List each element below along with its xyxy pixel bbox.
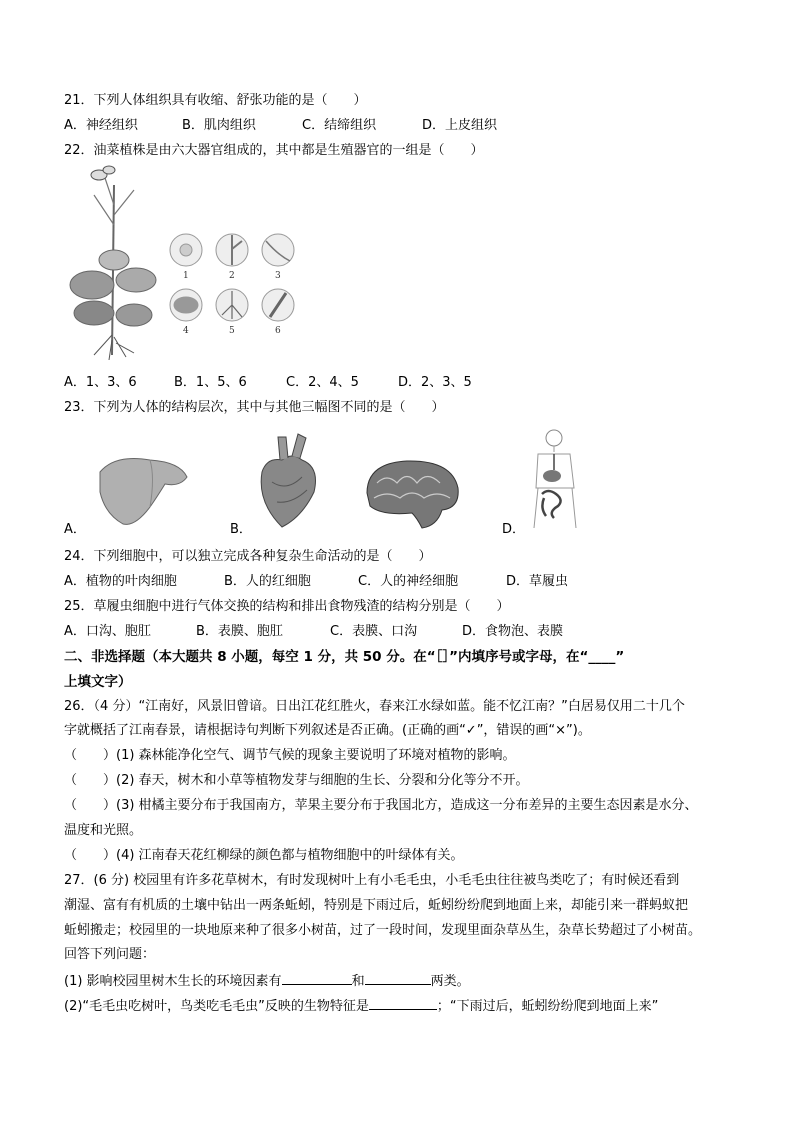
liver-image [95, 452, 190, 532]
q25-option-d: D．食物泡、表膜 [462, 624, 564, 639]
heart-image [252, 432, 322, 532]
q23-label-a: A． [64, 522, 86, 537]
organ-number-5: 5 [229, 326, 235, 336]
q26-intro-line1: 26．（4 分）“江南好，风景旧曾谙。日出江花红胜火，春来江水绿如蓝。能不忆江南？”白居易仅用二十几个 [64, 699, 685, 714]
brain-image [362, 458, 462, 530]
q27-sub1-text-a: (1) 影响校园里树木生长的环境因素有 [64, 974, 282, 989]
organ-circle-3 [262, 234, 294, 266]
digestive-system-image [528, 428, 583, 530]
organ-number-1: 1 [183, 271, 189, 281]
q26-item-3: （ ）(3) 柑橘主要分布于我国南方，苹果主要分布于我国北方，造成这一分布差异的主要生态因素是水分、 [64, 798, 698, 813]
q27-line4: 回答下列问题： [64, 947, 156, 962]
q27-sub2-blank-1[interactable] [369, 996, 437, 1010]
organ-circle-5 [216, 289, 248, 321]
organ-circle-2 [216, 234, 248, 266]
q27-sub2 [64, 996, 658, 1016]
organ-number-2: 2 [229, 271, 235, 281]
q21-option-d: D．上皮组织 [422, 118, 498, 133]
q21-stem: 21．下列人体组织具有收缩、舒张功能的是（ ） [64, 93, 367, 108]
q21-option-c: C．结缔组织 [302, 118, 377, 133]
organ-circle-6 [262, 289, 294, 321]
rapeseed-plant [70, 166, 156, 360]
q25-option-b: B．表膜、胞肛 [196, 624, 283, 639]
q23-label-b: B． [230, 522, 252, 537]
section2-heading-line1: 二、非选择题（本大题共 8 小题，每空 1 分，共 50 分。在“［］”内填序号或字母，在“____” [64, 649, 625, 665]
q25-stem: 25．草履虫细胞中进行气体交换的结构和排出食物残渣的结构分别是（ ） [64, 599, 510, 614]
q27-sub1-blank-2[interactable] [365, 971, 431, 985]
q24-option-b: B．人的红细胞 [224, 574, 311, 589]
q22-option-b: B．1、5、6 [174, 375, 247, 390]
q27-line1: 27．(6 分) 校园里有许多花草树木，有时发现树叶上有小毛毛虫，小毛毛虫往往被鸟类吃了；有时候还看到 [64, 873, 680, 888]
q24-option-d: D．草履虫 [506, 574, 569, 589]
q26-item-1: （ ）(1) 森林能净化空气、调节气候的现象主要说明了环境对植物的影响。 [64, 748, 516, 763]
q23-label-d: D． [502, 522, 526, 537]
section2-heading-line2: 上填文字） [64, 674, 132, 690]
q26-intro-line2: 字就概括了江南春景，请根据诗句判断下列叙述是否正确。(正确的画“✓”，错误的画“×”)。 [64, 723, 591, 738]
q27-sub1-text-c: 两类。 [430, 974, 470, 989]
q27-sub2-text-b: ；“下雨过后，蚯蚓纷纷爬到地面上来” [436, 999, 659, 1014]
q22-option-d: D．2、3、5 [398, 375, 472, 390]
q21-option-a: A．神经组织 [64, 118, 138, 133]
q23-stem: 23．下列为人体的结构层次，其中与其他三幅图不同的是（ ） [64, 400, 445, 415]
q22-stem: 22．油菜植株是由六大器官组成的，其中都是生殖器官的一组是（ ） [64, 143, 484, 158]
q27-line2: 潮湿、富有有机质的土壤中钻出一两条蚯蚓，特别是下雨过后，蚯蚓纷纷爬到地面上来，却能引来一群蚂蚁把 [64, 898, 689, 913]
q26-item-2: （ ）(2) 春天，树木和小草等植物发芽与细胞的生长、分裂和分化等分不开。 [64, 773, 529, 788]
q27-sub1-blank-1[interactable] [282, 971, 352, 985]
q22-option-c: C．2、4、5 [286, 375, 359, 390]
q26-item-3-cont: 温度和光照。 [64, 823, 143, 838]
q24-stem: 24．下列细胞中，可以独立完成各种复杂生命活动的是（ ） [64, 549, 432, 564]
q24-option-a: A．植物的叶肉细胞 [64, 574, 177, 589]
q27-sub1-text-b: 和 [351, 974, 365, 989]
q27-sub1 [64, 971, 470, 991]
organ-number-4: 4 [183, 326, 189, 336]
q26-item-4: （ ）(4) 江南春天花红柳绿的颜色都与植物细胞中的叶绿体有关。 [64, 848, 464, 863]
q22-option-a: A．1、3、6 [64, 375, 137, 390]
organ-number-6: 6 [275, 326, 281, 336]
q25-option-c: C．表膜、口沟 [330, 624, 418, 639]
q27-sub2-text-a: (2)“毛毛虫吃树叶，鸟类吃毛毛虫”反映的生物特征是 [64, 999, 369, 1014]
q25-option-a: A．口沟、胞肛 [64, 624, 151, 639]
organ-circle-1 [170, 234, 202, 266]
q21-option-b: B．肌肉组织 [182, 118, 256, 133]
organ-number-3: 3 [275, 271, 281, 281]
organ-circle-4 [170, 289, 202, 321]
q24-option-c: C．人的神经细胞 [358, 574, 459, 589]
q27-line3: 蚯蚓搬走；校园里的一块地原来种了很多小树苗，过了一段时间，发现里面杂草丛生，杂草长势超过了小树苗。 [64, 923, 702, 938]
